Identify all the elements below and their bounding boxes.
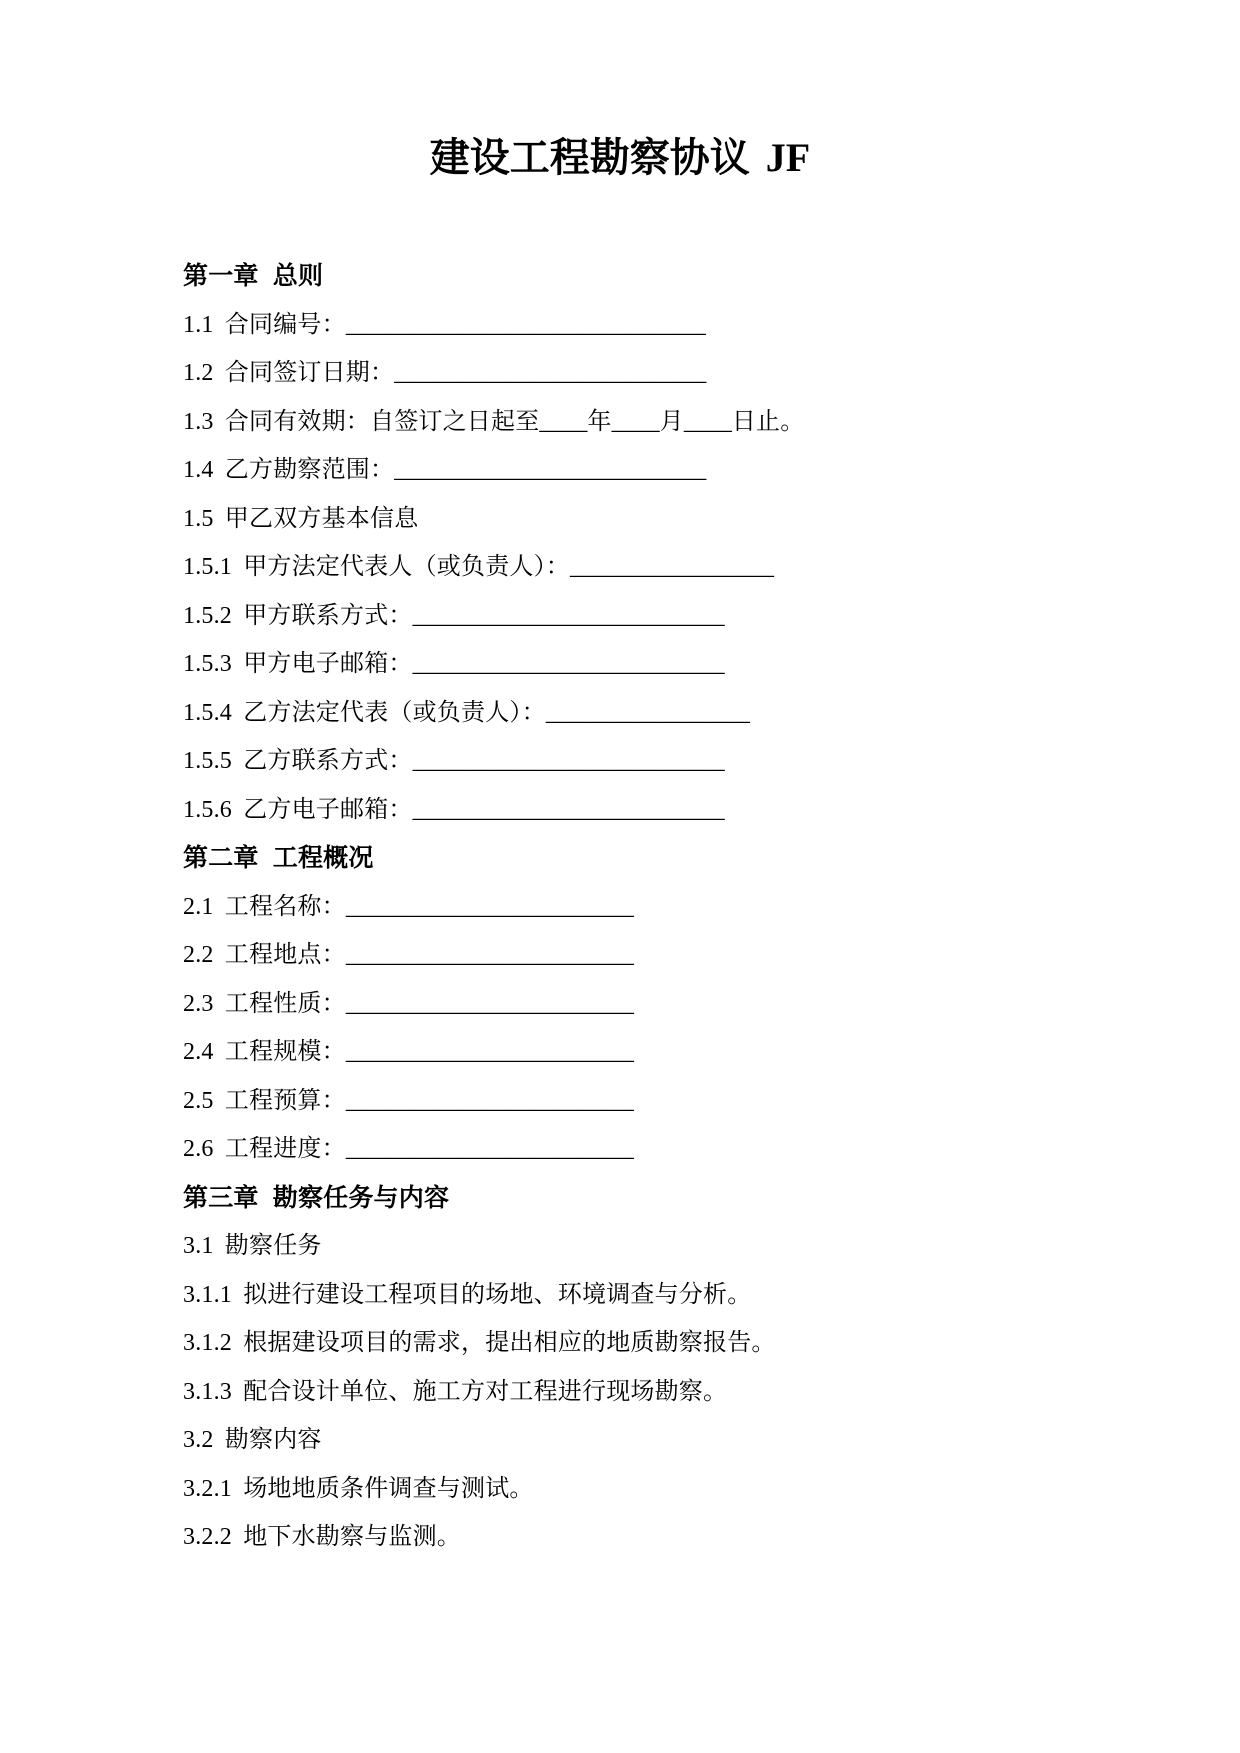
clause-1-5-5 <box>183 737 1180 786</box>
clause-1-5-2 <box>183 592 1180 641</box>
clause-2-6 <box>183 1125 1180 1174</box>
clause-text: 1.1 合同编号： <box>183 311 346 338</box>
fill-in-blank: ________________________ <box>345 1136 634 1162</box>
clause-1-2 <box>183 349 1180 398</box>
clause-text: 1.5.4 乙方法定代表（或负责人）： <box>183 699 546 726</box>
clause-1-4 <box>183 446 1180 495</box>
clause-text: 1.5.2 甲方联系方式： <box>183 602 413 629</box>
clause-2-2 <box>183 931 1180 980</box>
fill-in-blank: _________________ <box>545 699 750 726</box>
document-body <box>0 252 1240 1562</box>
clause-1-5-6 <box>183 786 1180 835</box>
clause-3-1-1 <box>183 1271 1180 1320</box>
fill-in-blank: ________________________ <box>345 1087 634 1114</box>
document-title: 建设工程勘察协议 JF <box>429 135 811 180</box>
clause-1-1 <box>183 301 1180 350</box>
clause-1-5 <box>183 495 1180 544</box>
clause-text: 1.4 乙方勘察范围： <box>183 457 395 483</box>
chapter-1 <box>183 252 1180 301</box>
clause-text: 3.1.3 配合设计单位、施工方对工程进行现场勘察。 <box>183 1378 728 1405</box>
clause-3-2-1 <box>183 1465 1180 1514</box>
clause-2-5 <box>183 1077 1180 1126</box>
clause-text: 3.2 勘察内容 <box>183 1427 322 1453</box>
clause-text: 1.5.3 甲方电子邮箱： <box>183 651 413 677</box>
clause-text: 第二章 工程概况 <box>183 844 374 872</box>
clause-text: 2.6 工程进度： <box>183 1136 346 1162</box>
clause-1-5-1 <box>183 543 1180 592</box>
fill-in-blank: __________________________ <box>394 360 707 386</box>
clause-3-2-2 <box>183 1513 1180 1562</box>
clause-text: 第一章 总则 <box>183 262 324 290</box>
chapter-2 <box>183 834 1180 883</box>
clause-text: 1.3 合同有效期：自签订之日起至 <box>183 408 540 435</box>
fill-in-blank: ____ <box>611 408 660 435</box>
clause-text: 年 <box>587 408 612 435</box>
clause-text: 1.2 合同签订日期： <box>183 360 395 386</box>
clause-text: 1.5.1 甲方法定代表人（或负责人）： <box>183 554 570 580</box>
fill-in-blank: ________________________ <box>345 893 634 920</box>
fill-in-blank: ________________________ <box>345 1039 634 1065</box>
fill-in-blank: __________________________ <box>412 602 725 629</box>
clause-1-5-4 <box>183 689 1180 738</box>
clause-text: 1.5.5 乙方联系方式： <box>183 748 413 774</box>
clause-3-2 <box>183 1416 1180 1465</box>
clause-2-3 <box>183 980 1180 1029</box>
clause-1-5-3 <box>183 640 1180 689</box>
clause-1-3 <box>183 398 1180 447</box>
chapter-3 <box>183 1174 1180 1223</box>
clause-2-4 <box>183 1028 1180 1077</box>
fill-in-blank: ________________________ <box>345 942 634 968</box>
clause-text: 2.4 工程规模： <box>183 1039 346 1065</box>
clause-text: 月 <box>659 408 684 435</box>
fill-in-blank: ________________________ <box>345 990 634 1017</box>
fill-in-blank: __________________________ <box>412 748 725 774</box>
clause-text: 2.3 工程性质： <box>183 990 346 1017</box>
clause-text: 1.5 甲乙双方基本信息 <box>183 505 419 532</box>
clause-3-1 <box>183 1222 1180 1271</box>
clause-text: 3.1.1 拟进行建设工程项目的场地、环境调查与分析。 <box>183 1281 752 1308</box>
clause-3-1-3 <box>183 1368 1180 1417</box>
clause-text: 3.2.2 地下水勘察与监测。 <box>183 1524 461 1550</box>
clause-text: 日止。 <box>731 408 805 435</box>
clause-text: 3.1 勘察任务 <box>183 1233 322 1259</box>
fill-in-blank: __________________________ <box>394 457 707 483</box>
clause-3-1-2 <box>183 1319 1180 1368</box>
clause-text: 2.5 工程预算： <box>183 1087 346 1114</box>
fill-in-blank: ____ <box>683 408 732 435</box>
clause-text: 3.2.1 场地地质条件调查与测试。 <box>183 1475 534 1502</box>
clause-text: 1.5.6 乙方电子邮箱： <box>183 796 413 823</box>
clause-text: 第三章 勘察任务与内容 <box>183 1183 450 1212</box>
clause-text: 2.2 工程地点： <box>183 942 346 968</box>
clause-text: 2.1 工程名称： <box>183 893 346 920</box>
clause-text: 3.1.2 根据建设项目的需求，提出相应的地质勘察报告。 <box>183 1330 776 1356</box>
fill-in-blank: __________________________ <box>412 796 725 823</box>
fill-in-blank: __________________________ <box>412 651 725 677</box>
clause-2-1 <box>183 883 1180 932</box>
fill-in-blank: ______________________________ <box>345 311 706 338</box>
fill-in-blank: ____ <box>539 408 588 435</box>
fill-in-blank: _________________ <box>570 554 774 580</box>
